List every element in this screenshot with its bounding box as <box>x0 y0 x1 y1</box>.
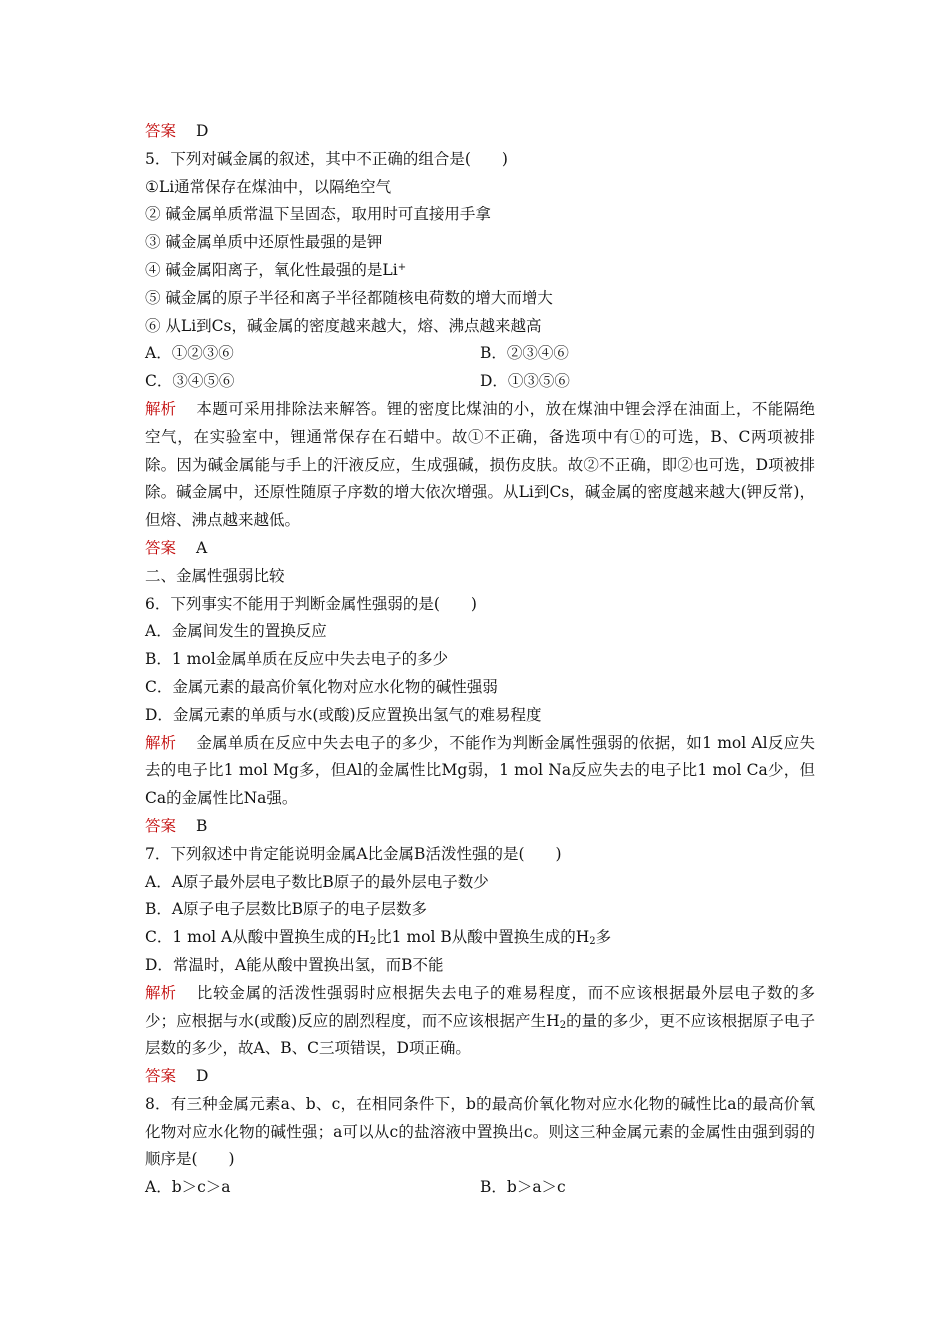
superscript-plus: + <box>397 261 407 273</box>
q5-item-4-text: ④ 碱金属阳离子，氧化性最强的是Li <box>145 260 398 279</box>
q6-option-d: D．金属元素的单质与水(或酸)反应置换出氢气的难易程度 <box>145 705 542 724</box>
answer-tag: 答案 <box>145 1067 177 1086</box>
q7-option-c <box>145 924 815 952</box>
q5-item-2: ② 碱金属单质常温下呈固态，取用时可直接用手拿 <box>145 205 491 224</box>
q5-item-5: ⑤ 碱金属的原子半径和离子半径都随核电荷数的增大而增大 <box>145 288 553 307</box>
q5-answer <box>145 535 815 563</box>
q8-stem: 8．有三种金属元素a、b、c，在相同条件下，b的最高价氧化物对应水化物的碱性比a的最高价氧化物对应水化物的碱性强；a可以从c的盐溶液中置换出c。则这三种金属元素的金属性由强到弱的顺序是( ) <box>145 1094 815 1169</box>
analysis-tag: 解析 <box>145 733 177 752</box>
analysis-tag: 解析 <box>145 983 177 1002</box>
q4-answer <box>145 118 815 146</box>
q5-option-b: B．②③④⑥ <box>480 344 569 363</box>
answer-tag: 答案 <box>145 122 177 140</box>
q5-item-6: ⑥ 从Li到Cs，碱金属的密度越来越大，熔、沸点越来越高 <box>145 316 542 335</box>
q7-option-c-part1: C．1 mol A从酸中置换生成的H <box>145 928 370 947</box>
q8-option-b: B．b＞a＞c <box>480 1178 566 1197</box>
section-heading: 二、金属性强弱比较 <box>145 566 285 585</box>
q7-option-c-part2: 比1 mol B从酸中置换生成的H <box>376 928 590 947</box>
q7-option-d: D．常温时，A能从酸中置换出氢，而B不能 <box>145 955 444 974</box>
analysis-tag: 解析 <box>145 399 177 418</box>
q6-stem: 6．下列事实不能用于判断金属性强弱的是( ) <box>145 594 477 613</box>
subscript-2: 2 <box>589 936 596 948</box>
q6-analysis <box>145 730 815 813</box>
q7-analysis-part1: 比较金属的活泼性强弱时应根据失去电子的难易程度，而不应该根据最外层电子数的多少；应根据与水(或酸)反应的剧烈程度，而不应该根据产生H <box>145 983 815 1030</box>
q7-analysis <box>145 980 815 1063</box>
q6-analysis-text: 金属单质在反应中失去电子的多少，不能作为判断金属性强弱的依据，如1 mol Al反应失去的电子比1 mol Mg多，但Al的金属性比Mg弱，1 mol Na反应失去的电子比1 mol Ca少，但Ca的金属性比Na强。 <box>145 733 816 808</box>
answer-value: D <box>196 1067 209 1086</box>
page-content <box>145 118 815 1202</box>
answer-tag: 答案 <box>145 538 177 557</box>
q5-stem: 5．下列对碱金属的叙述，其中不正确的组合是( ) <box>145 149 508 168</box>
answer-value: A <box>196 538 208 557</box>
q5-option-c: C．③④⑤⑥ <box>145 372 235 391</box>
q8-option-a: A．b＞c＞a <box>145 1178 231 1197</box>
q7-option-c-part3: 多 <box>595 928 612 947</box>
subscript-2: 2 <box>369 936 377 948</box>
q7-analysis-part2: 的量的多少，更不应该根据原子电子层数的多少，故A、B、C三项错误，D项正确。 <box>145 1011 815 1058</box>
q7-stem: 7．下列叙述中肯定能说明金属A比金属B活泼性强的是( ) <box>145 844 562 863</box>
q7-option-b: B．A原子电子层数比B原子的电子层数多 <box>145 900 427 919</box>
q5-options-row-1 <box>145 340 815 368</box>
q5-analysis-text: 本题可采用排除法来解答。锂的密度比煤油的小，放在煤油中锂会浮在油面上，不能隔绝空气，在实验室中，锂通常保存在石蜡中。故①不正确，备选项中有①的可选，B、C两项被排除。因为碱金属能与手上的汗液反应，生成强碱，损伤皮肤。故②不正确，即②也可选，D项被排除。碱金属中，还原性随原子序数的增大依次增强。从Li到Cs，碱金属的密度越来越大(钾反常)，但熔、沸点越来越低。 <box>145 399 815 530</box>
q5-item-4 <box>145 257 815 285</box>
q7-option-a: A．A原子最外层电子数比B原子的最外层电子数少 <box>145 872 489 891</box>
q5-option-a: A．①②③⑥ <box>145 344 234 363</box>
subscript-2: 2 <box>559 1019 567 1031</box>
q5-option-d: D．①③⑤⑥ <box>480 372 570 391</box>
q5-item-1: ①Li通常保存在煤油中，以隔绝空气 <box>145 177 392 196</box>
answer-tag: 答案 <box>145 816 177 835</box>
q6-option-a: A．金属间发生的置换反应 <box>145 622 327 641</box>
q6-option-b: B．1 mol金属单质在反应中失去电子的多少 <box>145 650 449 669</box>
q7-answer <box>145 1063 815 1091</box>
q6-option-c: C．金属元素的最高价氧化物对应水化物的碱性强弱 <box>145 677 498 696</box>
q5-options-row-2 <box>145 368 815 396</box>
q5-item-3: ③ 碱金属单质中还原性最强的是钾 <box>145 233 383 252</box>
answer-value: B <box>196 816 208 835</box>
q5-analysis <box>145 396 815 535</box>
q8-options-row-1 <box>145 1174 815 1202</box>
q6-answer <box>145 813 815 841</box>
answer-value: D <box>196 122 209 140</box>
